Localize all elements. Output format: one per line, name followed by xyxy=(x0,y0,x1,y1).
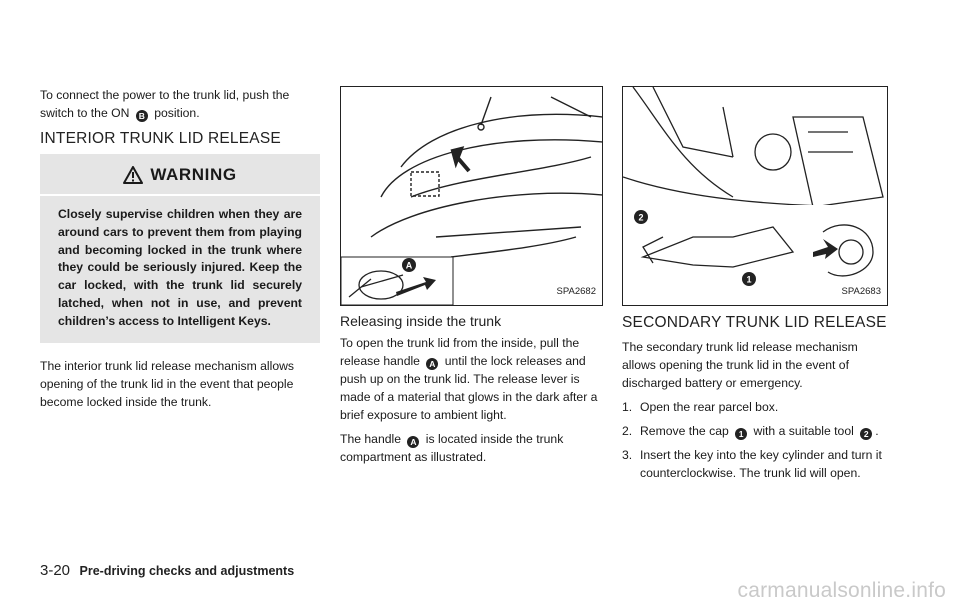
callout-a: A xyxy=(426,358,438,370)
steps-list xyxy=(622,398,888,482)
list-item xyxy=(622,446,888,482)
figure-callout-1: 1 xyxy=(746,274,752,285)
warning-triangle-icon xyxy=(123,166,143,184)
step-number: 3. xyxy=(622,448,633,462)
figure-code: SPA2683 xyxy=(841,286,881,297)
subsection-title-releasing: Releasing inside the trunk xyxy=(340,313,502,329)
handle-text: The handle xyxy=(340,432,401,446)
middle-column xyxy=(340,86,603,472)
callout-2: 2 xyxy=(860,428,872,440)
release-paragraph xyxy=(340,334,603,424)
watermark: carmanualsonline.info xyxy=(737,579,946,602)
callout-1: 1 xyxy=(735,428,747,440)
intro-paragraph xyxy=(40,86,320,122)
callout-a: A xyxy=(407,436,419,448)
step-text: Insert the key into the key cylinder and turn it counterclockwise. The trunk lid will open. xyxy=(640,448,882,480)
section-title-interior-release: INTERIOR TRUNK LID RELEASE xyxy=(40,130,281,147)
step-text: Open the rear parcel box. xyxy=(640,400,779,414)
page-footer xyxy=(40,562,294,579)
figure-callout-a: A xyxy=(405,260,413,271)
intro-text: To connect the power to the trunk lid, push the switch to the ON xyxy=(40,88,290,120)
list-item xyxy=(622,422,888,440)
step-number: 1. xyxy=(622,400,633,414)
figure-spa2683 xyxy=(622,86,888,306)
interior-release-paragraph: The interior trunk lid release mechanism allows opening of the trunk lid in the event that people become locked inside the trunk. xyxy=(40,358,295,409)
step-number: 2. xyxy=(622,424,633,438)
release-text-end: until the lock releases and push up on the trunk lid. The release lever is made of a material that glows in the dark after a brief exposure to ambient light. xyxy=(340,354,598,422)
right-column xyxy=(622,86,888,488)
key-cylinder-illustration xyxy=(623,87,888,305)
section-title-secondary-release: SECONDARY TRUNK LID RELEASE xyxy=(622,314,887,331)
footer-section-title: Pre-driving checks and adjustments xyxy=(79,564,295,578)
intro-text-end: position. xyxy=(154,106,200,120)
warning-box xyxy=(40,154,320,343)
warning-title: WARNING xyxy=(150,165,237,184)
figure-code: SPA2682 xyxy=(556,286,596,297)
warning-text: Closely supervise children when they are around cars to prevent them from playing and becoming locked in the trunk where they could be seriously injured. Keep the car locked, with the trunk lid securely latched, when not in use, and prevent children’s access to Intelligent Keys. xyxy=(40,194,320,343)
step-text-part: . xyxy=(875,424,879,438)
step-text-part: with a suitable tool xyxy=(753,424,854,438)
left-column xyxy=(40,86,320,417)
handle-location-paragraph xyxy=(340,430,603,466)
figure-callout-2: 2 xyxy=(638,212,644,223)
step-text xyxy=(640,422,879,440)
warning-header xyxy=(40,154,320,194)
handle-text-end: is located inside the trunk compartment as illustrated. xyxy=(340,432,564,464)
page-number: 3-20 xyxy=(40,562,71,579)
callout-b: B xyxy=(136,110,148,122)
figure-spa2682 xyxy=(340,86,603,306)
list-item xyxy=(622,398,888,416)
secondary-release-paragraph: The secondary trunk lid release mechanism allows opening the trunk lid in the event of discharged battery or emergency. xyxy=(622,340,858,390)
step-text-part: Remove the cap xyxy=(640,424,729,438)
trunk-release-illustration xyxy=(341,87,603,305)
release-text: To open the trunk lid from the inside, pull the release handle xyxy=(340,336,580,368)
